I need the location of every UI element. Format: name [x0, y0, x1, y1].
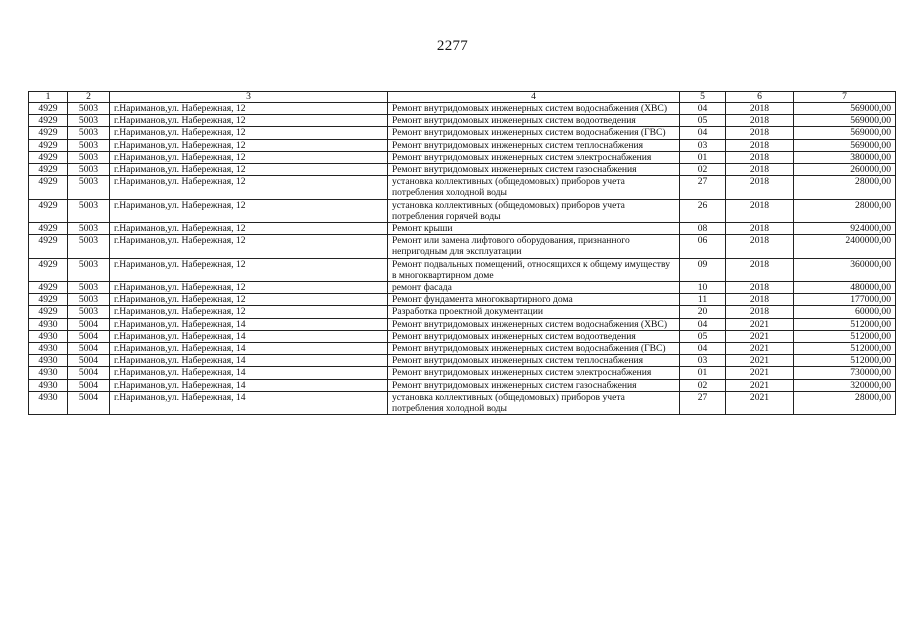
column-header: 1	[29, 92, 68, 103]
year-cell: 2021	[726, 367, 794, 379]
address-cell: г.Нариманов,ул. Набережная, 12	[110, 115, 388, 127]
year-cell: 2018	[726, 127, 794, 139]
table-row	[29, 199, 896, 222]
work-code-cell: 20	[680, 306, 726, 318]
cost-cell: 512000,00	[794, 343, 896, 355]
year-cell: 2021	[726, 318, 794, 330]
work-code-cell: 09	[680, 258, 726, 281]
house-id-cell: 4930	[29, 318, 68, 330]
work-type-cell: Ремонт или замена лифтового оборудования, признанного непригодным для эксплуатации	[388, 235, 680, 258]
work-code-cell: 04	[680, 343, 726, 355]
record-id-cell: 5004	[68, 355, 110, 367]
house-id-cell: 4929	[29, 282, 68, 294]
cost-cell: 28000,00	[794, 391, 896, 414]
house-id-cell: 4930	[29, 330, 68, 342]
work-type-cell: Ремонт крыши	[388, 223, 680, 235]
cost-cell: 2400000,00	[794, 235, 896, 258]
year-cell: 2018	[726, 103, 794, 115]
cost-cell: 380000,00	[794, 151, 896, 163]
address-cell: г.Нариманов,ул. Набережная, 14	[110, 355, 388, 367]
record-id-cell: 5004	[68, 367, 110, 379]
address-cell: г.Нариманов,ул. Набережная, 12	[110, 235, 388, 258]
address-cell: г.Нариманов,ул. Набережная, 12	[110, 139, 388, 151]
year-cell: 2018	[726, 282, 794, 294]
work-code-cell: 01	[680, 367, 726, 379]
address-cell: г.Нариманов,ул. Набережная, 14	[110, 330, 388, 342]
address-cell: г.Нариманов,ул. Набережная, 12	[110, 258, 388, 281]
work-type-cell: Ремонт внутридомовых инженерных систем теплоснабжения	[388, 139, 680, 151]
work-type-cell: Ремонт внутридомовых инженерных систем электроснабжения	[388, 151, 680, 163]
year-cell: 2021	[726, 379, 794, 391]
year-cell: 2018	[726, 223, 794, 235]
table-row	[29, 139, 896, 151]
address-cell: г.Нариманов,ул. Набережная, 14	[110, 379, 388, 391]
cost-cell: 260000,00	[794, 164, 896, 176]
table-row	[29, 318, 896, 330]
address-cell: г.Нариманов,ул. Набережная, 12	[110, 306, 388, 318]
table-row	[29, 223, 896, 235]
table-row	[29, 367, 896, 379]
year-cell: 2018	[726, 294, 794, 306]
record-id-cell: 5003	[68, 176, 110, 199]
year-cell: 2018	[726, 115, 794, 127]
work-type-cell: Разработка проектной документации	[388, 306, 680, 318]
cost-cell: 512000,00	[794, 355, 896, 367]
year-cell: 2018	[726, 306, 794, 318]
house-id-cell: 4929	[29, 164, 68, 176]
table-row	[29, 330, 896, 342]
cost-cell: 60000,00	[794, 306, 896, 318]
cost-cell: 360000,00	[794, 258, 896, 281]
cost-cell: 730000,00	[794, 367, 896, 379]
work-type-cell: Ремонт внутридомовых инженерных систем водоснабжения (ХВС)	[388, 103, 680, 115]
house-id-cell: 4929	[29, 294, 68, 306]
table-row	[29, 103, 896, 115]
cost-cell: 320000,00	[794, 379, 896, 391]
work-code-cell: 03	[680, 139, 726, 151]
record-id-cell: 5003	[68, 282, 110, 294]
house-id-cell: 4930	[29, 391, 68, 414]
house-id-cell: 4930	[29, 355, 68, 367]
column-header: 7	[794, 92, 896, 103]
address-cell: г.Нариманов,ул. Набережная, 12	[110, 223, 388, 235]
house-id-cell: 4929	[29, 176, 68, 199]
record-id-cell: 5003	[68, 306, 110, 318]
work-type-cell: Ремонт внутридомовых инженерных систем водоотведения	[388, 330, 680, 342]
table-row	[29, 235, 896, 258]
house-id-cell: 4929	[29, 235, 68, 258]
house-id-cell: 4930	[29, 343, 68, 355]
table-row	[29, 164, 896, 176]
work-code-cell: 03	[680, 355, 726, 367]
house-id-cell: 4929	[29, 258, 68, 281]
record-id-cell: 5003	[68, 223, 110, 235]
cost-cell: 924000,00	[794, 223, 896, 235]
address-cell: г.Нариманов,ул. Набережная, 12	[110, 164, 388, 176]
column-header: 2	[68, 92, 110, 103]
house-id-cell: 4930	[29, 367, 68, 379]
cost-cell: 28000,00	[794, 176, 896, 199]
work-type-cell: Ремонт внутридомовых инженерных систем газоснабжения	[388, 379, 680, 391]
page-number: 2277	[436, 38, 469, 54]
cost-cell: 480000,00	[794, 282, 896, 294]
record-id-cell: 5003	[68, 258, 110, 281]
year-cell: 2018	[726, 176, 794, 199]
work-type-cell: Ремонт внутридомовых инженерных систем водоотведения	[388, 115, 680, 127]
work-type-cell: установка коллективных (общедомовых) приборов учета потребления холодной воды	[388, 391, 680, 414]
year-cell: 2021	[726, 355, 794, 367]
work-type-cell: установка коллективных (общедомовых) приборов учета потребления холодной воды	[388, 176, 680, 199]
column-header: 5	[680, 92, 726, 103]
work-code-cell: 05	[680, 115, 726, 127]
column-header: 3	[110, 92, 388, 103]
table-row	[29, 355, 896, 367]
table-row	[29, 127, 896, 139]
cost-cell: 569000,00	[794, 115, 896, 127]
table-body	[29, 103, 896, 415]
record-id-cell: 5004	[68, 330, 110, 342]
table-row	[29, 343, 896, 355]
work-type-cell: Ремонт внутридомовых инженерных систем водоснабжения (ГВС)	[388, 127, 680, 139]
address-cell: г.Нариманов,ул. Набережная, 14	[110, 343, 388, 355]
record-id-cell: 5003	[68, 199, 110, 222]
record-id-cell: 5003	[68, 127, 110, 139]
house-id-cell: 4929	[29, 127, 68, 139]
capital-repair-table	[28, 91, 896, 415]
record-id-cell: 5004	[68, 343, 110, 355]
record-id-cell: 5004	[68, 318, 110, 330]
year-cell: 2021	[726, 391, 794, 414]
house-id-cell: 4929	[29, 103, 68, 115]
address-cell: г.Нариманов,ул. Набережная, 14	[110, 391, 388, 414]
year-cell: 2018	[726, 139, 794, 151]
year-cell: 2018	[726, 164, 794, 176]
cost-cell: 512000,00	[794, 330, 896, 342]
address-cell: г.Нариманов,ул. Набережная, 12	[110, 282, 388, 294]
table-row	[29, 391, 896, 414]
house-id-cell: 4929	[29, 306, 68, 318]
work-code-cell: 27	[680, 176, 726, 199]
house-id-cell: 4929	[29, 115, 68, 127]
work-code-cell: 02	[680, 164, 726, 176]
cost-cell: 28000,00	[794, 199, 896, 222]
address-cell: г.Нариманов,ул. Набережная, 12	[110, 127, 388, 139]
table-row	[29, 151, 896, 163]
year-cell: 2021	[726, 330, 794, 342]
work-code-cell: 04	[680, 318, 726, 330]
work-code-cell: 08	[680, 223, 726, 235]
table-row	[29, 294, 896, 306]
year-cell: 2018	[726, 258, 794, 281]
record-id-cell: 5003	[68, 235, 110, 258]
record-id-cell: 5003	[68, 139, 110, 151]
work-type-cell: Ремонт внутридомовых инженерных систем теплоснабжения	[388, 355, 680, 367]
work-type-cell: установка коллективных (общедомовых) приборов учета потребления горячей воды	[388, 199, 680, 222]
work-code-cell: 04	[680, 127, 726, 139]
address-cell: г.Нариманов,ул. Набережная, 12	[110, 103, 388, 115]
column-header: 4	[388, 92, 680, 103]
cost-cell: 569000,00	[794, 127, 896, 139]
house-id-cell: 4929	[29, 139, 68, 151]
year-cell: 2021	[726, 343, 794, 355]
record-id-cell: 5004	[68, 391, 110, 414]
address-cell: г.Нариманов,ул. Набережная, 12	[110, 199, 388, 222]
table-row	[29, 282, 896, 294]
address-cell: г.Нариманов,ул. Набережная, 12	[110, 176, 388, 199]
work-code-cell: 26	[680, 199, 726, 222]
house-id-cell: 4929	[29, 199, 68, 222]
column-header: 6	[726, 92, 794, 103]
work-code-cell: 04	[680, 103, 726, 115]
address-cell: г.Нариманов,ул. Набережная, 14	[110, 367, 388, 379]
record-id-cell: 5003	[68, 164, 110, 176]
record-id-cell: 5003	[68, 115, 110, 127]
work-code-cell: 11	[680, 294, 726, 306]
header-row	[29, 92, 896, 103]
year-cell: 2018	[726, 235, 794, 258]
work-type-cell: ремонт фасада	[388, 282, 680, 294]
address-cell: г.Нариманов,ул. Набережная, 12	[110, 151, 388, 163]
table-row	[29, 306, 896, 318]
record-id-cell: 5003	[68, 151, 110, 163]
work-type-cell: Ремонт подвальных помещений, относящихся к общему имуществу в многоквартирном доме	[388, 258, 680, 281]
work-type-cell: Ремонт внутридомовых инженерных систем водоснабжения (ХВС)	[388, 318, 680, 330]
work-type-cell: Ремонт внутридомовых инженерных систем электроснабжения	[388, 367, 680, 379]
house-id-cell: 4929	[29, 223, 68, 235]
work-code-cell: 01	[680, 151, 726, 163]
house-id-cell: 4929	[29, 151, 68, 163]
work-code-cell: 06	[680, 235, 726, 258]
year-cell: 2018	[726, 151, 794, 163]
record-id-cell: 5004	[68, 379, 110, 391]
table-row	[29, 176, 896, 199]
work-code-cell: 05	[680, 330, 726, 342]
work-code-cell: 02	[680, 379, 726, 391]
cost-cell: 177000,00	[794, 294, 896, 306]
work-type-cell: Ремонт фундамента многоквартирного дома	[388, 294, 680, 306]
table-row	[29, 379, 896, 391]
cost-cell: 569000,00	[794, 103, 896, 115]
house-id-cell: 4930	[29, 379, 68, 391]
cost-cell: 569000,00	[794, 139, 896, 151]
record-id-cell: 5003	[68, 103, 110, 115]
work-code-cell: 10	[680, 282, 726, 294]
cost-cell: 512000,00	[794, 318, 896, 330]
work-type-cell: Ремонт внутридомовых инженерных систем газоснабжения	[388, 164, 680, 176]
table-row	[29, 258, 896, 281]
year-cell: 2018	[726, 199, 794, 222]
record-id-cell: 5003	[68, 294, 110, 306]
work-type-cell: Ремонт внутридомовых инженерных систем водоснабжения (ГВС)	[388, 343, 680, 355]
table-row	[29, 115, 896, 127]
work-code-cell: 27	[680, 391, 726, 414]
address-cell: г.Нариманов,ул. Набережная, 12	[110, 294, 388, 306]
address-cell: г.Нариманов,ул. Набережная, 14	[110, 318, 388, 330]
